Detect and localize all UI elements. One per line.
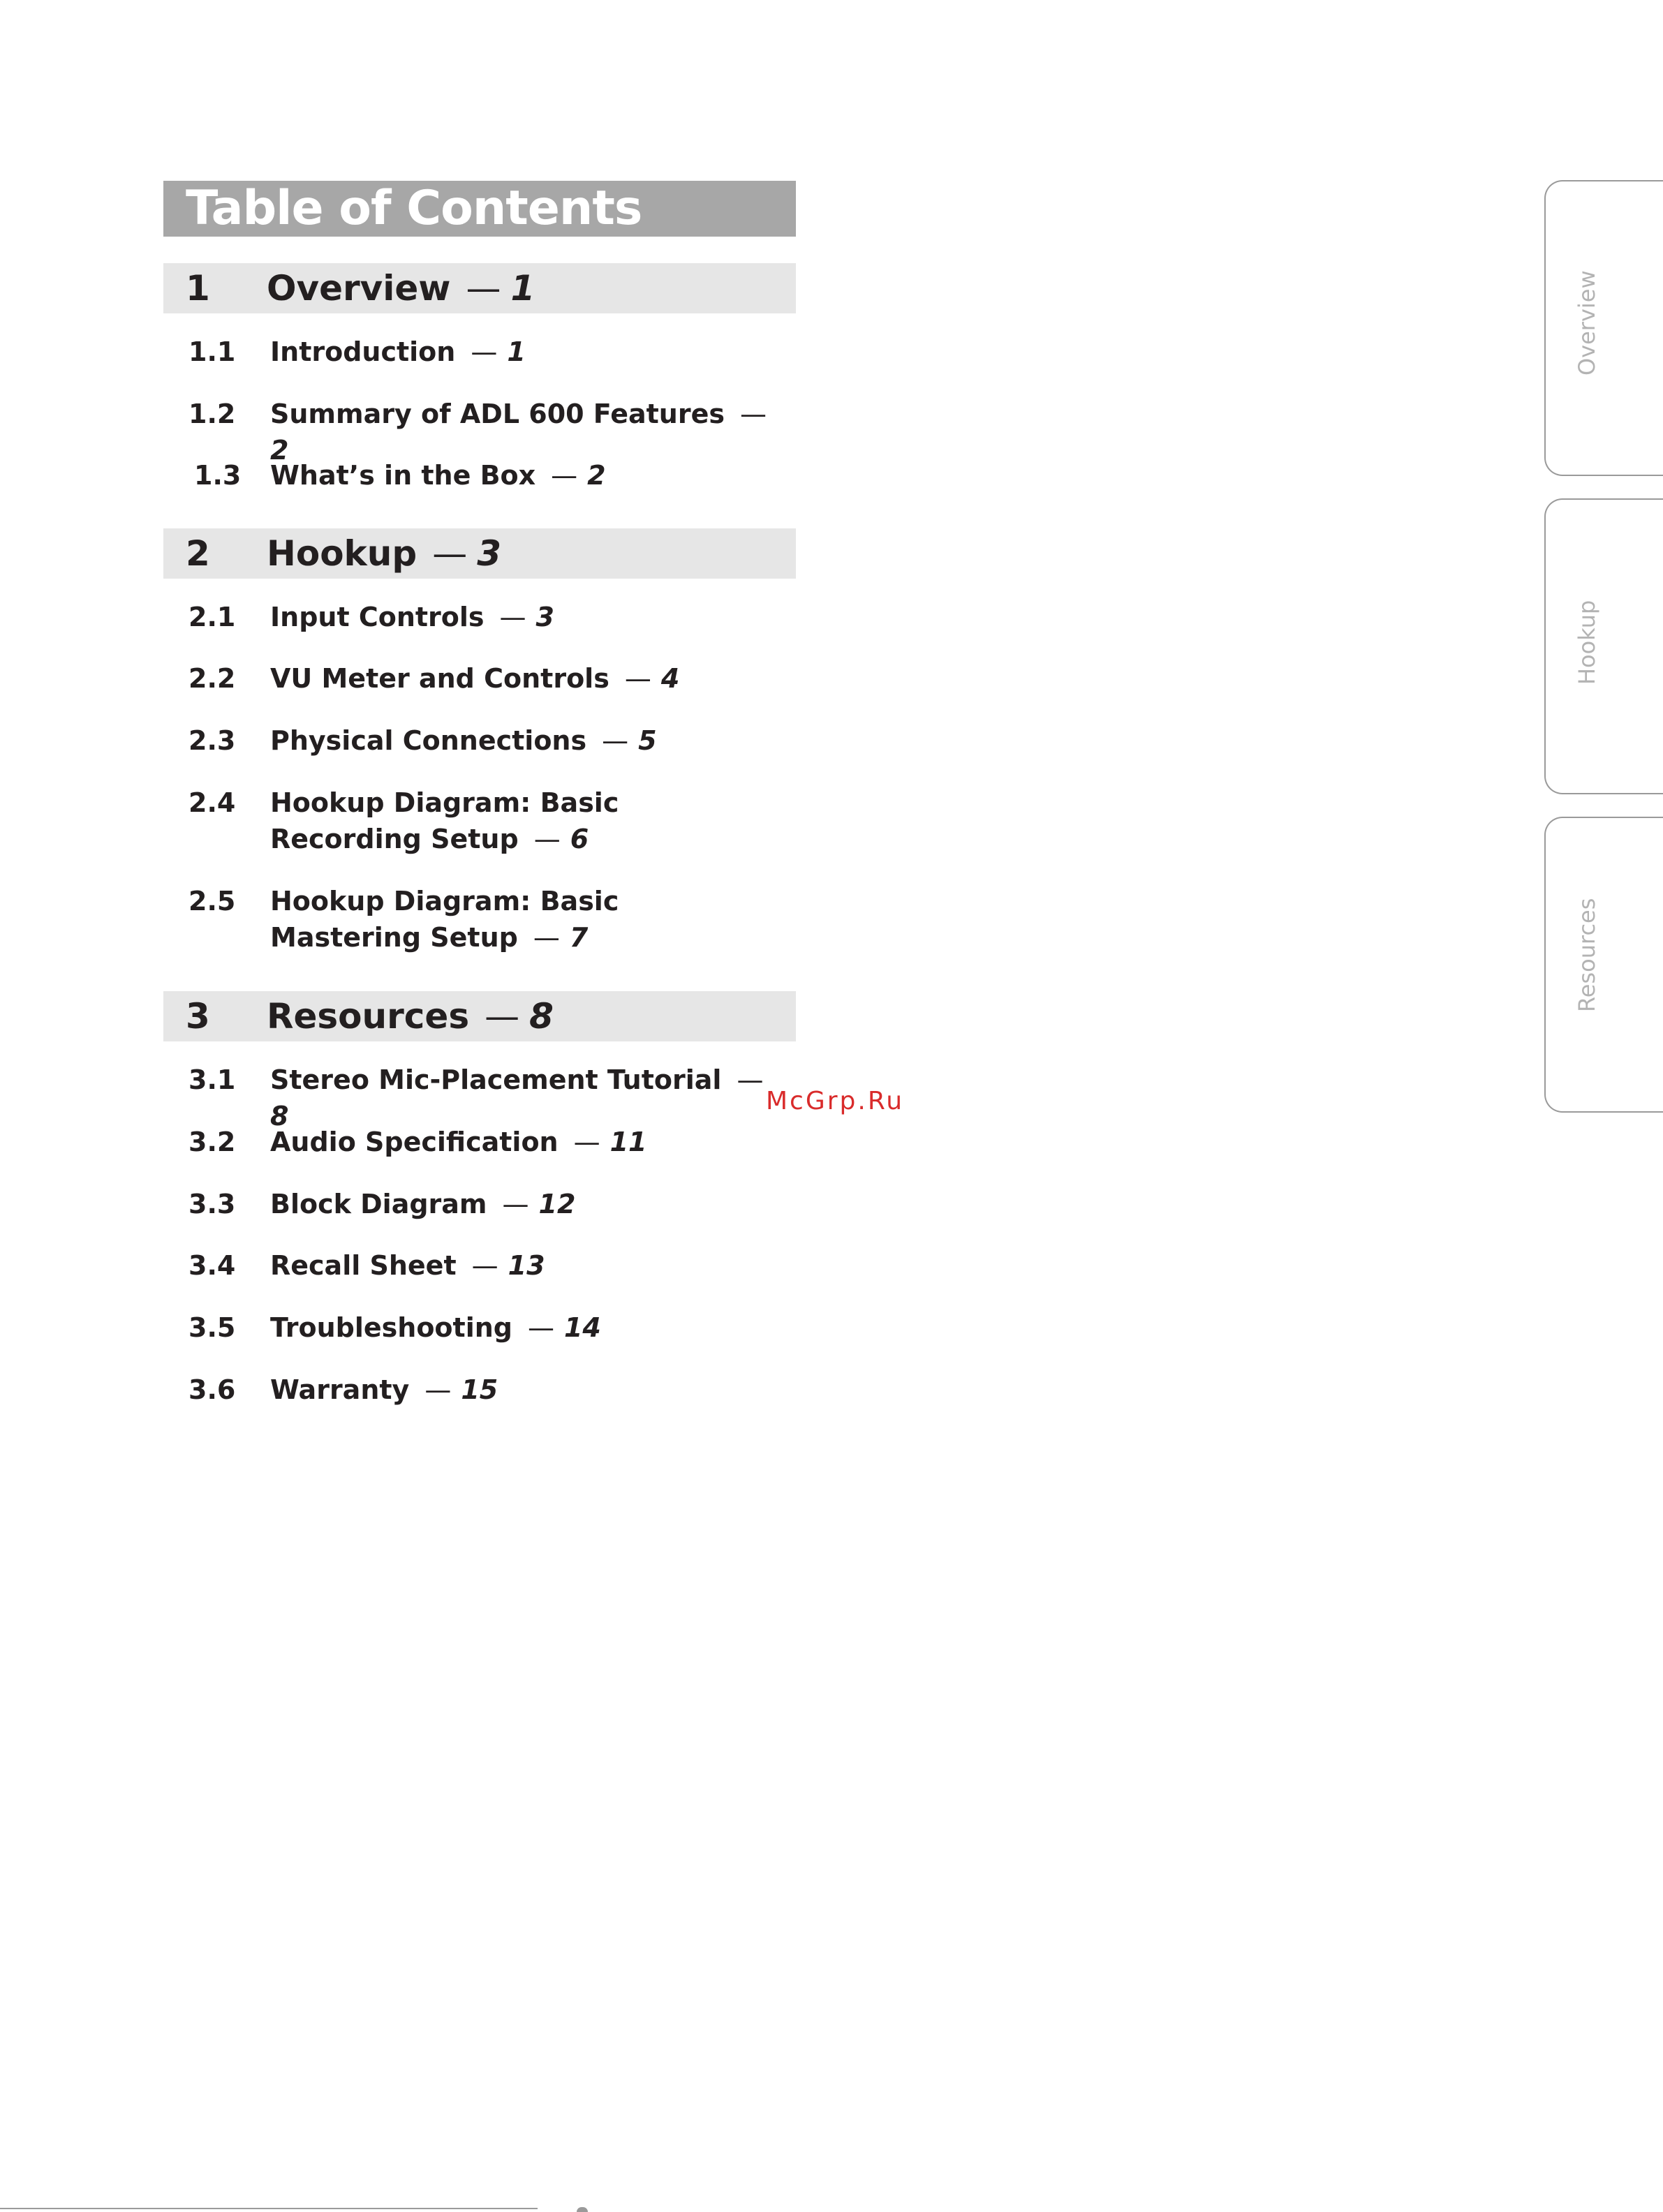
page-number: 8 <box>529 996 554 1037</box>
section-number: 2 <box>186 533 210 574</box>
entry-title: Troubleshooting — 14 <box>270 1312 601 1343</box>
page-number: 7 <box>569 922 589 953</box>
entry-number: 2.3 <box>189 725 236 756</box>
page-number: 13 <box>508 1250 545 1281</box>
entry-number: 2.2 <box>189 663 236 694</box>
entry-number: 1.1 <box>189 336 236 367</box>
page-number: 6 <box>570 824 589 854</box>
side-tab-overview[interactable]: Overview <box>1544 180 1663 476</box>
section-title: Overview — 1 <box>267 268 535 309</box>
entry-title: Hookup Diagram: Basic Recording Setup — 6 <box>270 787 619 854</box>
page-number: 3 <box>477 533 501 574</box>
entry-title: Introduction — 1 <box>270 336 526 367</box>
entry-number: 3.1 <box>189 1064 236 1095</box>
page-number: 4 <box>660 663 680 694</box>
entry-number: 1.3 <box>194 460 242 491</box>
entry-number: 2.4 <box>189 787 236 818</box>
section-heading-overview[interactable] <box>163 263 796 313</box>
section-title: Resources — 8 <box>267 996 554 1037</box>
entry-title: Stereo Mic-Placement Tutorial —8 <box>270 1064 764 1131</box>
page-number: 3 <box>535 602 554 632</box>
entry-number: 3.3 <box>189 1189 236 1219</box>
section-number: 1 <box>186 268 210 309</box>
page-number: 1 <box>507 336 526 367</box>
entry-title: Block Diagram — 12 <box>270 1189 576 1219</box>
entry-title: VU Meter and Controls — 4 <box>270 663 680 694</box>
page-number: 15 <box>461 1374 498 1405</box>
page-number: 2 <box>270 435 289 466</box>
page-number: 1 <box>510 268 535 309</box>
section-heading-resources[interactable] <box>163 991 796 1041</box>
entry-number: 3.2 <box>189 1127 236 1157</box>
entry-number: 3.5 <box>189 1312 236 1343</box>
entry-title: Warranty — 15 <box>270 1374 498 1405</box>
entry-number: 3.6 <box>189 1374 236 1405</box>
section-number: 3 <box>186 996 210 1037</box>
page-title: Table of Contents <box>186 181 642 236</box>
entry-title: Audio Specification — 11 <box>270 1127 647 1157</box>
entry-title: Physical Connections — 5 <box>270 725 657 756</box>
page-number: 14 <box>563 1312 601 1343</box>
toc-title-bar <box>163 181 796 237</box>
entry-number: 2.1 <box>189 602 236 632</box>
watermark-text: McGrp.Ru <box>766 1087 905 1115</box>
side-tab-resources[interactable]: Resources <box>1544 817 1663 1113</box>
entry-number: 3.4 <box>189 1250 236 1281</box>
entry-number: 2.5 <box>189 886 236 916</box>
side-tab-hookup[interactable]: Hookup <box>1544 498 1663 794</box>
page-number: 5 <box>638 725 657 756</box>
footer-rule <box>0 2208 538 2209</box>
entry-title: What’s in the Box — 2 <box>270 460 606 491</box>
entry-title: Recall Sheet — 13 <box>270 1250 545 1281</box>
page-number: 2 <box>587 460 606 491</box>
entry-title: Input Controls — 3 <box>270 602 554 632</box>
page-number: 11 <box>609 1127 647 1157</box>
page-number: 8 <box>270 1101 289 1131</box>
entry-title: Summary of ADL 600 Features —2 <box>270 399 767 466</box>
section-title: Hookup — 3 <box>267 533 501 574</box>
entry-number: 1.2 <box>189 399 236 429</box>
page-number: 12 <box>538 1189 576 1219</box>
entry-title: Hookup Diagram: Basic Mastering Setup — 7 <box>270 886 619 953</box>
section-heading-hookup[interactable] <box>163 528 796 579</box>
footer-page-mark <box>577 2207 588 2212</box>
